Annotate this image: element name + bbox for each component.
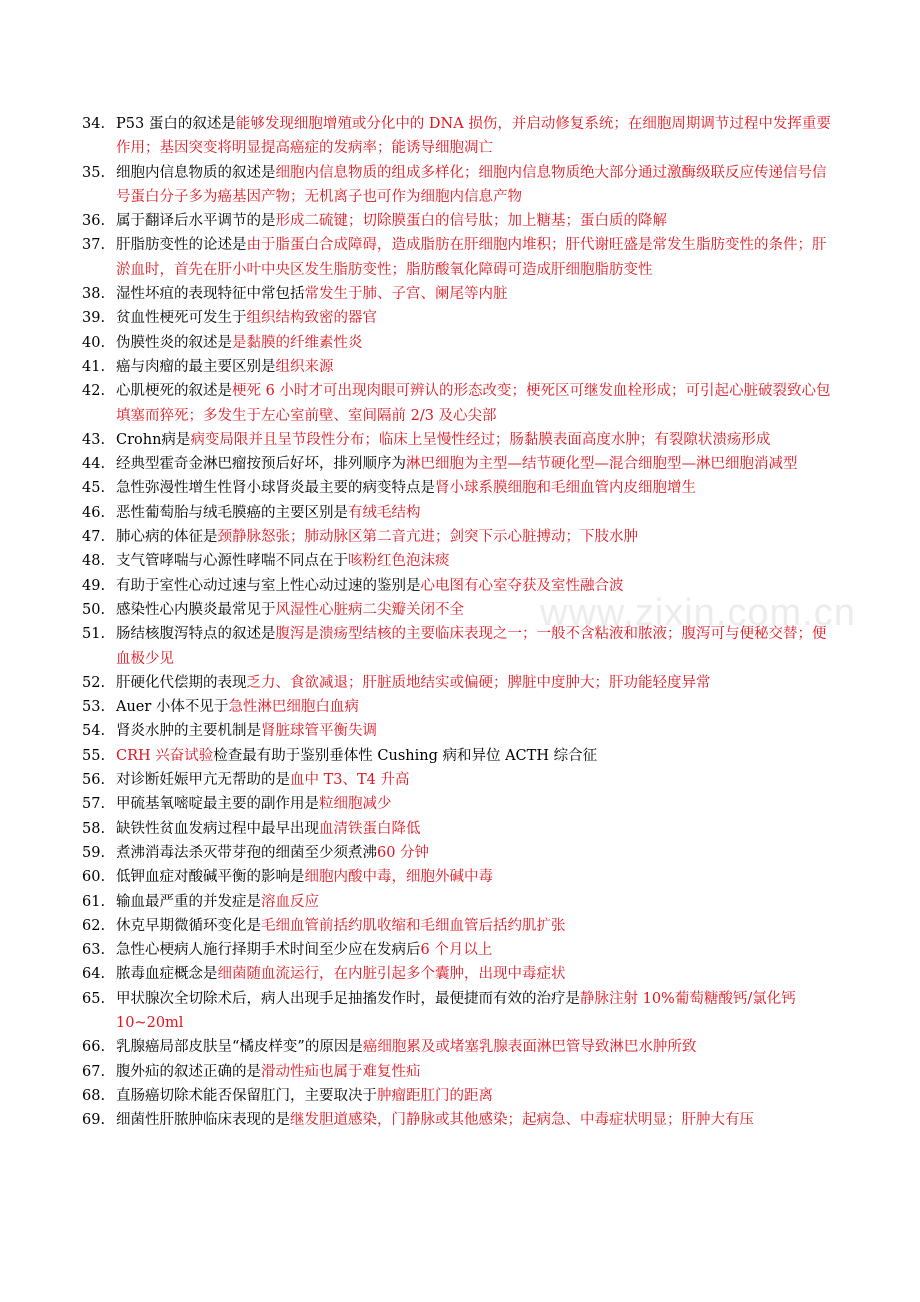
answer-text: 常发生于肺、子宫、阑尾等内脏 bbox=[304, 286, 508, 303]
question-text: 细菌性肝脓肿临床表现的是 bbox=[116, 1112, 290, 1129]
item-content bbox=[116, 817, 840, 841]
question-text: 低钾血症对酸碱平衡的影响是 bbox=[116, 869, 305, 886]
item-content bbox=[116, 987, 840, 1036]
item-content bbox=[116, 574, 840, 598]
item-content bbox=[116, 428, 840, 452]
item-number: 67. bbox=[82, 1063, 106, 1080]
item-number: 58. bbox=[82, 820, 106, 837]
answer-text: 细胞内酸中毒，细胞外碱中毒 bbox=[304, 869, 493, 886]
answer-text: 血中 T3、T4 升高 bbox=[290, 772, 410, 789]
answer-text: 溶血反应 bbox=[261, 893, 319, 910]
list-item bbox=[0, 331, 920, 355]
item-content bbox=[116, 525, 840, 549]
question-text: 支气管哮喘与心源性哮喘不同点在于 bbox=[116, 553, 348, 570]
answer-text: 由于脂蛋白合成障碍，造成脂肪在肝细胞内堆积；肝代谢旺盛是常发生脂肪变性的条件；肝淤血时，首先在肝小叶中央区发生脂肪变性；脂肪酸氧化障碍可造成肝细胞脂肪变性 bbox=[116, 237, 827, 278]
list-item bbox=[0, 671, 920, 695]
list-item bbox=[0, 574, 920, 598]
item-number: 37. bbox=[82, 237, 106, 254]
question-text: 贫血性梗死可发生于 bbox=[116, 310, 247, 327]
list-item bbox=[0, 768, 920, 792]
item-number: 41. bbox=[82, 358, 106, 375]
question-text: P53 蛋白的叙述是 bbox=[116, 116, 236, 132]
item-content bbox=[116, 598, 840, 622]
question-text: 输血最严重的并发症是 bbox=[116, 893, 261, 910]
list-item bbox=[0, 962, 920, 986]
answer-text: 急性淋巴细胞白血病 bbox=[228, 699, 359, 716]
question-text: 对诊断妊娠甲亢无帮助的是 bbox=[116, 772, 290, 789]
answer-text: 6 个月以上 bbox=[420, 942, 493, 959]
item-content bbox=[116, 1084, 840, 1108]
question-text: 甲状腺次全切除术后，病人出现手足抽搐发作时，最便捷而有效的治疗是 bbox=[116, 990, 580, 1007]
list-item bbox=[0, 817, 920, 841]
answer-text: 肾脏球管平衡失调 bbox=[261, 723, 377, 740]
answer-text: 咳粉红色泡沫痰 bbox=[348, 553, 450, 570]
answer-text: 颈静脉怒张；肺动脉区第二音亢进；剑突下示心脏搏动；下肢水肿 bbox=[217, 529, 638, 546]
item-content bbox=[116, 355, 840, 379]
item-number: 63. bbox=[82, 942, 106, 959]
answer-text: 肿瘤距肛门的距离 bbox=[377, 1087, 493, 1104]
item-content bbox=[116, 695, 840, 719]
item-number: 60. bbox=[82, 869, 106, 886]
item-number: 59. bbox=[82, 844, 106, 861]
answer-text: 风湿性心脏病二尖瓣关闭不全 bbox=[275, 601, 464, 618]
item-number: 68. bbox=[82, 1087, 106, 1104]
item-content bbox=[116, 938, 840, 962]
answer-text: 组织来源 bbox=[275, 358, 334, 375]
item-number: 54. bbox=[82, 723, 106, 740]
answer-text: 能够发现细胞增殖或分化中的 DNA 损伤，并启动修复系统；在细胞周期调节过程中发挥重要作用；基因突变将明显提高癌症的发病率；能诱导细胞凋亡 bbox=[116, 116, 831, 157]
list-item bbox=[0, 890, 920, 914]
item-content bbox=[116, 744, 840, 768]
question-text: 急性心梗病人施行择期手术时间至少应在发病后 bbox=[116, 942, 421, 959]
question-text: 感染性心内膜炎最常见于 bbox=[116, 601, 276, 618]
answer-text: 腹泻是溃疡型结核的主要临床表现之一；一般不含粘液和脓液；腹泻可与便秘交替；便血极少见 bbox=[116, 626, 827, 667]
list-item bbox=[0, 695, 920, 719]
question-text: 经典型霍奇金淋巴瘤按预后好坏，排列顺序为 bbox=[116, 456, 406, 473]
item-number: 43. bbox=[82, 431, 106, 448]
list-item bbox=[0, 744, 920, 768]
answer-text: 组织结构致密的器官 bbox=[246, 310, 377, 327]
item-content bbox=[116, 501, 840, 525]
item-number: 39. bbox=[82, 310, 106, 327]
item-number: 61. bbox=[82, 893, 106, 910]
item-number: 47. bbox=[82, 529, 106, 546]
item-number: 34. bbox=[82, 116, 106, 132]
item-content bbox=[116, 452, 840, 476]
list-item bbox=[0, 549, 920, 573]
item-number: 49. bbox=[82, 577, 106, 594]
question-text: 缺铁性贫血发病过程中最早出现 bbox=[116, 820, 319, 837]
list-item bbox=[0, 1084, 920, 1108]
list-item bbox=[0, 379, 920, 428]
question-text: 属于翻译后水平调节的是 bbox=[116, 213, 276, 230]
item-number: 57. bbox=[82, 796, 106, 813]
watermark: www.zixin.com.cn bbox=[540, 592, 856, 634]
list-item bbox=[0, 501, 920, 525]
answer-text: 细菌随血流运行，在内脏引起多个囊肿，出现中毒症状 bbox=[217, 966, 566, 983]
question-text: 肝硬化代偿期的表现 bbox=[116, 674, 247, 691]
item-content bbox=[116, 792, 840, 816]
item-content bbox=[116, 476, 840, 500]
question-text: 肠结核腹泻特点的叙述是 bbox=[116, 626, 276, 643]
question-text: 直肠癌切除术能否保留肛门，主要取决于 bbox=[116, 1087, 377, 1104]
item-content bbox=[116, 379, 840, 428]
item-content bbox=[116, 161, 840, 210]
question-text: 休克早期微循环变化是 bbox=[116, 917, 261, 934]
answer-text: 继发胆道感染，门静脉或其他感染；起病急、中毒症状明显；肝肿大有压 bbox=[290, 1112, 754, 1129]
answer-text: 形成二硫键；切除膜蛋白的信号肽；加上糖基；蛋白质的降解 bbox=[275, 213, 667, 230]
item-number: 64. bbox=[82, 966, 106, 983]
list-item bbox=[0, 476, 920, 500]
question-text-tail: 检查最有助于鉴别垂体性 Cushing 病和异位 ACTH 综合征 bbox=[213, 747, 598, 764]
item-content bbox=[116, 306, 840, 330]
answer-text: 是黏膜的纤维素性炎 bbox=[232, 334, 363, 351]
answer-text: CRH 兴奋试验 bbox=[116, 747, 214, 764]
item-content bbox=[116, 331, 840, 355]
item-content bbox=[116, 671, 840, 695]
question-text: 心肌梗死的叙述是 bbox=[116, 383, 232, 400]
item-number: 66. bbox=[82, 1039, 106, 1056]
list-item bbox=[0, 914, 920, 938]
list-item bbox=[0, 987, 920, 1036]
answer-text: 癌细胞累及或堵塞乳腺表面淋巴管导致淋巴水肿所致 bbox=[362, 1039, 697, 1056]
list-item bbox=[0, 525, 920, 549]
answer-text: 有绒毛结构 bbox=[348, 504, 421, 521]
item-content bbox=[116, 865, 840, 889]
item-content bbox=[116, 719, 840, 743]
item-number: 52. bbox=[82, 674, 106, 691]
list-item bbox=[0, 622, 920, 671]
list-item bbox=[0, 452, 920, 476]
question-text: 肝脂肪变性的论述是 bbox=[116, 237, 247, 254]
item-number: 62. bbox=[82, 917, 106, 934]
question-text: 肺心病的体征是 bbox=[116, 529, 218, 546]
list-item bbox=[0, 209, 920, 233]
answer-text: 毛细血管前括约肌收缩和毛细血管后括约肌扩张 bbox=[261, 917, 566, 934]
answer-text: 心电图有心室夺获及室性融合波 bbox=[420, 577, 624, 594]
item-content bbox=[116, 1108, 840, 1132]
question-text: 甲硫基氧嘧啶最主要的副作用是 bbox=[116, 796, 319, 813]
item-number: 56. bbox=[82, 772, 106, 789]
list-item bbox=[0, 428, 920, 452]
item-number: 35. bbox=[82, 164, 106, 181]
item-content bbox=[116, 1035, 840, 1059]
question-text: 急性弥漫性增生性肾小球肾炎最主要的病变特点是 bbox=[116, 480, 435, 497]
question-text: 癌与肉瘤的最主要区别是 bbox=[116, 358, 276, 375]
answer-text: 60 分钟 bbox=[377, 844, 430, 861]
answer-text: 乏力、食欲减退；肝脏质地结实或偏硬；脾脏中度肿大；肝功能轻度异常 bbox=[246, 674, 711, 691]
item-content bbox=[116, 549, 840, 573]
list-item bbox=[0, 938, 920, 962]
list-item bbox=[0, 792, 920, 816]
item-number: 55. bbox=[82, 747, 106, 764]
answer-text: 粒细胞减少 bbox=[319, 796, 392, 813]
item-number: 42. bbox=[82, 383, 106, 400]
item-content bbox=[116, 282, 840, 306]
question-text: 恶性葡萄胎与绒毛膜癌的主要区别是 bbox=[116, 504, 348, 521]
item-content bbox=[116, 233, 840, 282]
item-content bbox=[116, 841, 840, 865]
item-content bbox=[116, 962, 840, 986]
list-item bbox=[0, 355, 920, 379]
item-number: 50. bbox=[82, 601, 106, 618]
item-number: 65. bbox=[82, 990, 106, 1007]
answer-text: 梗死 6 小时才可出现肉眼可辨认的形态改变；梗死区可继发血栓形成；可引起心脏破裂致心包填塞而猝死；多发生于左心室前壁、室间隔前 2/3 及心尖部 bbox=[116, 383, 831, 424]
item-content bbox=[116, 1060, 840, 1084]
answer-text: 细胞内信息物质的组成多样化；细胞内信息物质绝大部分通过激酶级联反应传递信号信号蛋白分子多为癌基因产物；无机离子也可作为细胞内信息产物 bbox=[116, 164, 827, 205]
list-item bbox=[0, 865, 920, 889]
item-content bbox=[116, 622, 840, 671]
item-content bbox=[116, 112, 840, 161]
list-item bbox=[0, 598, 920, 622]
document-page bbox=[0, 112, 920, 1132]
answer-text: 静脉注射 10%葡萄糖酸钙/氯化钙 10~20ml bbox=[116, 990, 796, 1031]
answer-text: 淋巴细胞为主型—结节硬化型—混合细胞型—淋巴细胞消减型 bbox=[406, 456, 798, 473]
item-content bbox=[116, 890, 840, 914]
list-item bbox=[0, 282, 920, 306]
item-number: 45. bbox=[82, 480, 106, 497]
item-content bbox=[116, 768, 840, 792]
item-number: 36. bbox=[82, 213, 106, 230]
item-number: 46. bbox=[82, 504, 106, 521]
question-text: 肾炎水肿的主要机制是 bbox=[116, 723, 261, 740]
list-item bbox=[0, 112, 920, 161]
question-text: 细胞内信息物质的叙述是 bbox=[116, 164, 276, 181]
list-item bbox=[0, 1108, 920, 1132]
item-number: 53. bbox=[82, 699, 106, 716]
list-item bbox=[0, 233, 920, 282]
item-number: 51. bbox=[82, 626, 106, 643]
question-text: 脓毒血症概念是 bbox=[116, 966, 218, 983]
list-item bbox=[0, 1060, 920, 1084]
item-content bbox=[116, 209, 840, 233]
item-number: 38. bbox=[82, 286, 106, 303]
question-text: 腹外疝的叙述正确的是 bbox=[116, 1063, 261, 1080]
question-text: Crohn病是 bbox=[116, 431, 191, 448]
answer-text: 病变局限并且呈节段性分布；临床上呈慢性经过；肠黏膜表面高度水肿；有裂隙状溃疡形成 bbox=[190, 431, 771, 448]
question-text: Auer 小体不见于 bbox=[116, 699, 229, 716]
question-text: 伪膜性炎的叙述是 bbox=[116, 334, 232, 351]
list-item bbox=[0, 841, 920, 865]
list-item bbox=[0, 719, 920, 743]
item-number: 44. bbox=[82, 456, 106, 473]
item-number: 40. bbox=[82, 334, 106, 351]
item-number: 69. bbox=[82, 1112, 106, 1129]
question-text: 湿性坏疽的表现特征中常包括 bbox=[116, 286, 305, 303]
question-text: 煮沸消毒法杀灭带芽孢的细菌至少须煮沸 bbox=[116, 844, 377, 861]
list-item bbox=[0, 1035, 920, 1059]
answer-text: 滑动性疝也属于难复性疝 bbox=[261, 1063, 421, 1080]
list-item bbox=[0, 306, 920, 330]
question-text: 乳腺癌局部皮肤呈“橘皮样变”的原因是 bbox=[116, 1039, 363, 1056]
list-item bbox=[0, 161, 920, 210]
item-number: 48. bbox=[82, 553, 106, 570]
answer-text: 肾小球系膜细胞和毛细血管内皮细胞增生 bbox=[435, 480, 696, 497]
answer-text: 血清铁蛋白降低 bbox=[319, 820, 421, 837]
question-text: 有助于室性心动过速与室上性心动过速的鉴别是 bbox=[116, 577, 421, 594]
item-content bbox=[116, 914, 840, 938]
